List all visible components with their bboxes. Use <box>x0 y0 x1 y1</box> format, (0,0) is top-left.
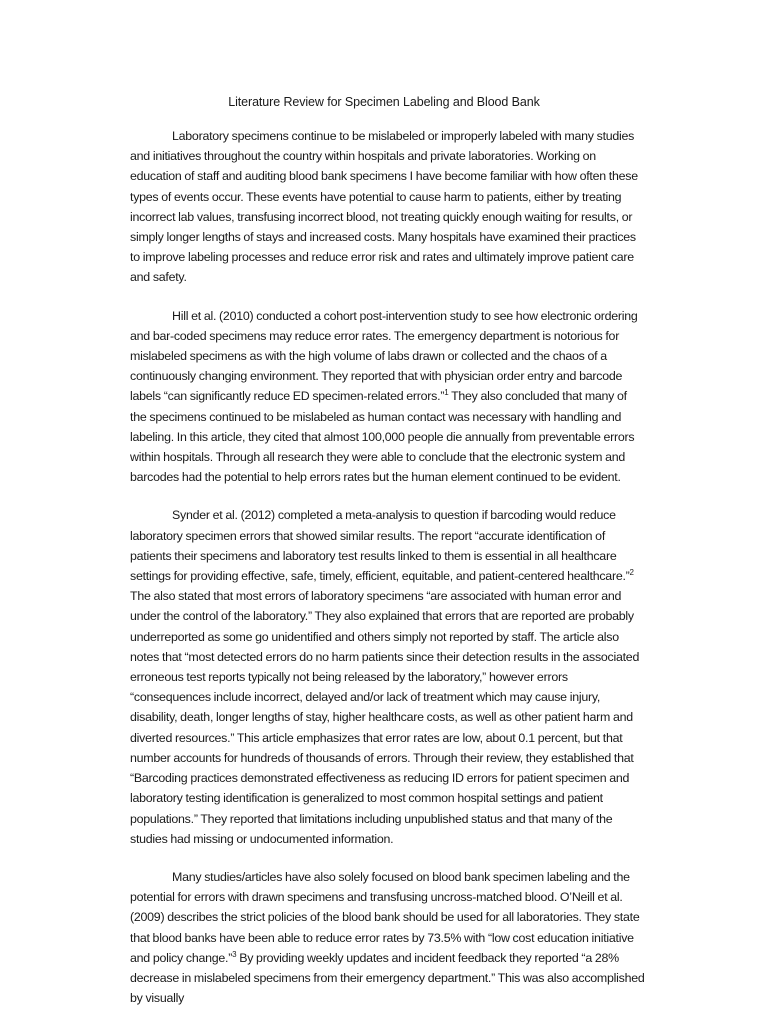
paragraph-text: Synder et al. (2012) completed a meta-analysis to question if barcoding would reduce laboratory specimen errors that showed similar results. The report “accurate identification of patients their specimens and laboratory test results linked to them is essential in all healthcare settings for providing effective, safe, timely, efficient, equitable, and patient-centered healthcare.” <box>130 508 630 584</box>
paragraph-synder-2012 <box>130 505 645 848</box>
paragraph-text: The also stated that most errors of laboratory specimens “are associated with human error and under the control of the laboratory.” They also explained that errors that are reported are probably underreported as some go unidentified and others simply not reported by staff. The article also notes that “most detected errors do no harm patients since their detection results in the associated erroneous test reports typically not being released by the laboratory,” however errors “consequences include incorrect, delayed and/or lack of treatment which may cause injury, disability, death, longer lengths of stay, higher healthcare costs, as well as other patient harm and diverted resources.” This article emphasizes that error rates are low, about 0.1 percent, but that number accounts for hundreds of thousands of errors. Through their review, they established that “Barcoding practices demonstrated effectiveness as reducing ID errors for patient specimen and laboratory testing identification is generalized to most common hospital settings and patient populations.” They reported that limitations including unpublished status and that many of the studies had missing or undocumented information. <box>130 589 640 846</box>
footnote-reference: 1 <box>444 388 449 398</box>
document-title: Literature Review for Specimen Labeling and Blood Bank <box>228 95 540 109</box>
paragraph-text: By providing weekly updates and incident feedback they reported “a 28% decrease in mislabeled specimens from their emergency department.” This was also accomplished by visually <box>130 950 645 1006</box>
paragraph-text: They also concluded that many of the specimens continued to be mislabeled as human contact was necessary with handling and labeling. In this article, they cited that almost 100,000 people die annually from preventable errors within hospitals. Through all research they were able to conclude that the electronic system and barcodes had the potential to help errors rates but the human element continued to be evident. <box>130 389 635 485</box>
paragraph-oneill-2009 <box>130 867 645 1008</box>
footnote-reference: 2 <box>629 567 634 577</box>
paragraph-introduction <box>130 126 645 288</box>
footnote-reference: 3 <box>232 949 237 959</box>
document-body <box>130 126 645 1026</box>
paragraph-hill-2010 <box>130 306 645 488</box>
paragraph-text: Hill et al. (2010) conducted a cohort post-intervention study to see how electronic ordering and bar-coded specimens may reduce error rates. The emergency department is notorious for mislabeled specimens as with the high volume of labs drawn or collected and the chaos of a continuously changing environment. They reported that with physician order entry and barcode labels “can significantly reduce ED specimen-related errors.” <box>130 308 638 404</box>
paragraph-text: Laboratory specimens continue to be mislabeled or improperly labeled with many studies and initiatives throughout the country within hospitals and private laboratories. Working on education of staff and auditing blood bank specimens I have become familiar with how often these types of events occur. These events have potential to cause harm to patients, either by treating incorrect lab values, transfusing incorrect blood, not treating quickly enough waiting for results, or simply longer lengths of stays and increased costs. Many hospitals have examined their practices to improve labeling processes and reduce error risk and rates and ultimately improve patient care and safety. <box>130 129 638 285</box>
paragraph-text: Many studies/articles have also solely focused on blood bank specimen labeling and the potential for errors with drawn specimens and transfusing uncross-matched blood. O’Neill et al. (2009) describes the strict policies of the blood bank should be used for all laboratories. They state that blood banks have been able to reduce error rates by 73.5% with “low cost education initiative and policy change.” <box>130 869 640 965</box>
